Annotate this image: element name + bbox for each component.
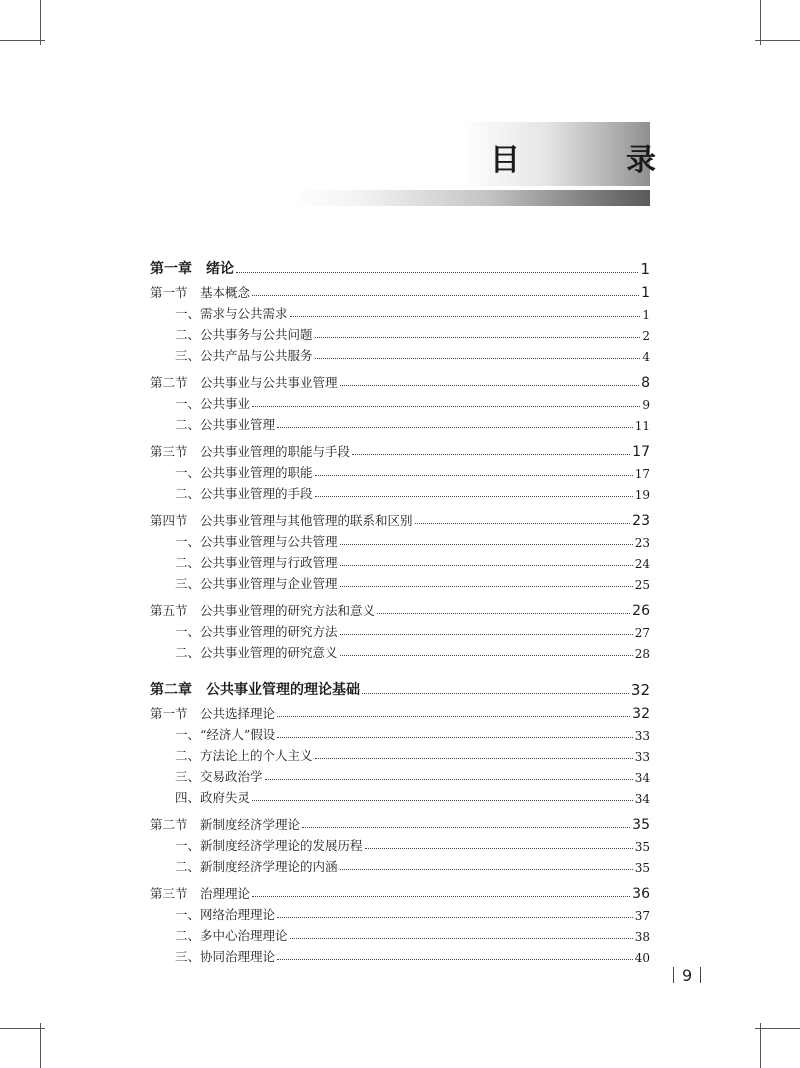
toc-item xyxy=(150,923,650,944)
toc-section xyxy=(150,597,650,619)
toc-section-title: 第四节 公共事业管理与其他管理的联系和区别 xyxy=(150,513,413,528)
toc-item-title: 三、协同治理理论 xyxy=(175,949,276,964)
toc-item-title: 二、公共事业管理的研究意义 xyxy=(175,645,338,660)
toc-chapter-title: 第一章 绪论 xyxy=(150,261,234,277)
toc-section-page: 32 xyxy=(632,706,650,722)
toc-item-page: 35 xyxy=(634,861,650,875)
crop-mark-bl-v xyxy=(40,1023,41,1068)
toc-item xyxy=(150,854,650,875)
toc-item xyxy=(150,722,650,743)
toc-item-title: 二、公共事业管理的手段 xyxy=(175,486,313,501)
dot-leader xyxy=(302,827,630,828)
toc-item-title: 四、政府失灵 xyxy=(175,790,251,805)
toc-section-page: 23 xyxy=(632,513,650,529)
toc-item xyxy=(150,619,650,640)
toc-item-title: 二、公共事业管理 xyxy=(175,417,276,432)
toc-item xyxy=(150,481,650,502)
toc-item xyxy=(150,571,650,592)
toc-item-page: 4 xyxy=(642,350,650,364)
toc-item-title: 二、新制度经济学理论的内涵 xyxy=(175,859,338,874)
dot-leader xyxy=(315,496,633,497)
crop-mark-bl-h xyxy=(0,1028,45,1029)
toc-item-page: 33 xyxy=(634,729,650,743)
crop-mark-tl-v xyxy=(40,0,41,45)
toc-item-title: 三、交易政治学 xyxy=(175,769,263,784)
dot-leader xyxy=(315,758,633,759)
page-title: 目 录 xyxy=(490,143,694,178)
toc-item-title: 一、公共事业 xyxy=(175,396,251,411)
dot-leader xyxy=(277,716,630,717)
toc-section xyxy=(150,369,650,391)
toc-item xyxy=(150,529,650,550)
dot-leader xyxy=(340,385,640,386)
toc-item-title: 二、公共事务与公共问题 xyxy=(175,327,313,342)
toc-chapter xyxy=(150,673,650,699)
crop-mark-br-h xyxy=(755,1028,800,1029)
dot-leader xyxy=(265,779,633,780)
crop-mark-tr-h xyxy=(755,40,800,41)
toc-section-title: 第一节 公共选择理论 xyxy=(150,706,276,721)
toc-item-title: 一、“经济人”假设 xyxy=(175,727,276,742)
dot-leader xyxy=(340,634,633,635)
toc-item-page: 19 xyxy=(634,488,650,502)
toc-item-title: 一、公共事业管理的研究方法 xyxy=(175,624,338,639)
toc-item-title: 一、需求与公共需求 xyxy=(175,306,288,321)
dot-leader xyxy=(252,800,633,801)
toc-item-page: 23 xyxy=(634,536,650,550)
toc-item-page: 27 xyxy=(634,626,650,640)
toc-item xyxy=(150,785,650,806)
dot-leader xyxy=(340,655,633,656)
dot-leader xyxy=(340,565,633,566)
toc-section-title: 第二节 公共事业与公共事业管理 xyxy=(150,375,338,390)
toc-item-page: 11 xyxy=(634,419,650,433)
toc-chapter xyxy=(150,252,650,278)
dot-leader xyxy=(277,737,632,738)
toc-section-page: 17 xyxy=(632,444,650,460)
dot-leader xyxy=(315,337,641,338)
toc-section-title: 第二节 新制度经济学理论 xyxy=(150,817,301,832)
toc-item xyxy=(150,764,650,785)
dot-leader xyxy=(290,316,641,317)
dot-leader xyxy=(252,406,640,407)
toc-section-title: 第三节 治理理论 xyxy=(150,886,251,901)
dot-leader xyxy=(340,586,633,587)
toc-item xyxy=(150,902,650,923)
toc-section-title: 第三节 公共事业管理的职能与手段 xyxy=(150,444,351,459)
toc-item xyxy=(150,550,650,571)
toc-section-page: 1 xyxy=(641,285,650,301)
toc-item-page: 25 xyxy=(634,578,650,592)
dot-leader xyxy=(252,295,639,296)
dot-leader xyxy=(415,523,631,524)
toc-item-title: 一、网络治理理论 xyxy=(175,907,276,922)
toc-item xyxy=(150,322,650,343)
toc-section-page: 35 xyxy=(632,817,650,833)
toc-section xyxy=(150,438,650,460)
toc-item-page: 35 xyxy=(634,840,650,854)
toc-item-page: 34 xyxy=(634,792,650,806)
toc-section-title: 第五节 公共事业管理的研究方法和意义 xyxy=(150,603,376,618)
dot-leader xyxy=(340,869,633,870)
toc-section-page: 36 xyxy=(632,886,650,902)
toc-item-page: 37 xyxy=(634,909,650,923)
toc-section xyxy=(150,700,650,722)
toc-item-page: 38 xyxy=(634,930,650,944)
toc-item xyxy=(150,343,650,364)
toc-item-title: 一、公共事业管理的职能 xyxy=(175,465,313,480)
toc-item-title: 二、多中心治理理论 xyxy=(175,928,288,943)
dot-leader xyxy=(277,959,633,960)
dot-leader xyxy=(290,938,633,939)
toc-item-page: 34 xyxy=(634,771,650,785)
toc-item xyxy=(150,412,650,433)
crop-mark-tl-h xyxy=(0,40,45,41)
dot-leader xyxy=(362,693,629,694)
page-number xyxy=(665,966,709,985)
toc-item-title: 一、公共事业管理与公共管理 xyxy=(175,534,338,549)
toc-item-page: 40 xyxy=(634,951,650,965)
toc-item-title: 二、方法论上的个人主义 xyxy=(175,748,313,763)
dot-leader xyxy=(315,475,633,476)
dot-leader xyxy=(365,848,633,849)
dot-leader xyxy=(252,896,630,897)
toc-item xyxy=(150,640,650,661)
toc-item xyxy=(150,460,650,481)
toc-section xyxy=(150,279,650,301)
toc-item-page: 17 xyxy=(634,467,650,481)
dot-leader xyxy=(352,454,630,455)
toc-item-page: 9 xyxy=(642,398,650,412)
toc-item-page: 33 xyxy=(634,750,650,764)
toc-item xyxy=(150,391,650,412)
toc-chapter-page: 1 xyxy=(640,260,650,278)
toc-item xyxy=(150,833,650,854)
page-number-left-bar xyxy=(673,967,674,983)
toc-section-page: 8 xyxy=(641,375,650,391)
toc-section-page: 26 xyxy=(632,603,650,619)
dot-leader xyxy=(315,358,641,359)
title-gradient-bar xyxy=(290,190,650,206)
toc-item-title: 二、公共事业管理与行政管理 xyxy=(175,555,338,570)
dot-leader xyxy=(236,272,638,273)
page-number-value: 9 xyxy=(682,966,693,985)
crop-mark-br-v xyxy=(760,1023,761,1068)
crop-mark-tr-v xyxy=(760,0,761,45)
toc-item-page: 28 xyxy=(634,647,650,661)
toc-section-title: 第一节 基本概念 xyxy=(150,285,251,300)
toc-item-title: 三、公共产品与公共服务 xyxy=(175,348,313,363)
toc-item xyxy=(150,301,650,322)
toc-item xyxy=(150,743,650,764)
table-of-contents xyxy=(150,252,650,965)
toc-item-page: 2 xyxy=(642,329,650,343)
toc-item-page: 24 xyxy=(634,557,650,571)
toc-item-title: 三、公共事业管理与企业管理 xyxy=(175,576,338,591)
dot-leader xyxy=(277,917,633,918)
toc-chapter-title: 第二章 公共事业管理的理论基础 xyxy=(150,682,360,698)
toc-section xyxy=(150,811,650,833)
dot-leader xyxy=(377,613,630,614)
toc-section xyxy=(150,507,650,529)
toc-section xyxy=(150,880,650,902)
dot-leader xyxy=(277,427,633,428)
dot-leader xyxy=(340,544,633,545)
toc-item-page: 1 xyxy=(642,308,650,322)
page-number-right-bar xyxy=(700,967,701,983)
toc-chapter-page: 32 xyxy=(630,681,650,699)
toc-item-title: 一、新制度经济学理论的发展历程 xyxy=(175,838,363,853)
toc-item xyxy=(150,944,650,965)
